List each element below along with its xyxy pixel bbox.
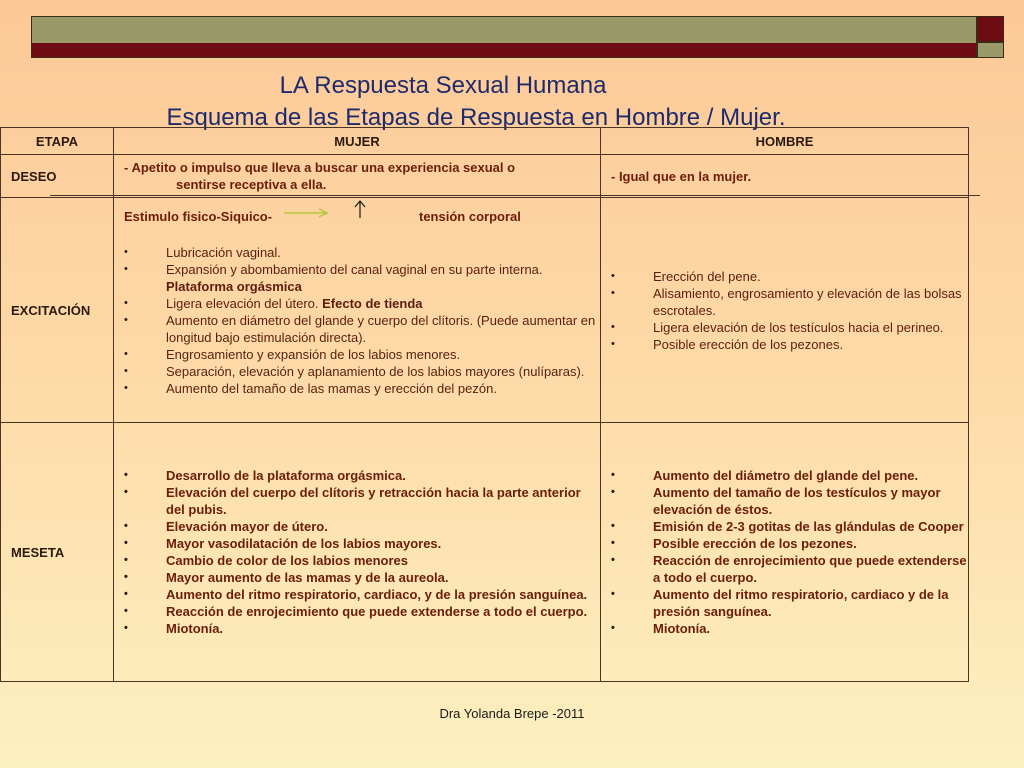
list-item: • Desarrollo de la plataforma orgásmica. (114, 467, 600, 484)
list-item: • Aumento del tamaño de los testículos y mayor elevación de éstos. (601, 484, 968, 518)
horizontal-rule (50, 195, 980, 196)
list-item-text: Aumento en diámetro del glande y cuerpo del clítoris. (Puede aumentar en longitud bajo estimulación directa). (166, 313, 596, 345)
list-item: • Aumento del ritmo respiratorio, cardiaco y de la presión sanguínea. (601, 586, 968, 620)
excitacion-mujer (114, 198, 601, 423)
meseta-mujer-list (114, 467, 600, 637)
list-item: • Emisión de 2-3 gotitas de las glándulas de Cooper (601, 518, 968, 535)
etapa-meseta: MESETA (1, 423, 114, 682)
list-item: • Posible erección de los pezones. (601, 336, 968, 353)
list-item-text: Separación, elevación y aplanamiento de los labios mayores (nulíparas). (166, 364, 585, 379)
stimulus-tension: tensión corporal (419, 209, 521, 224)
row-meseta (1, 423, 969, 682)
list-item (114, 312, 600, 346)
excitacion-mujer-list (114, 244, 600, 397)
list-item-text: Expansión y abombamiento del canal vaginal en su parte interna. (166, 262, 543, 277)
header-corner-maroon (977, 16, 1004, 42)
header-hombre: HOMBRE (601, 128, 969, 155)
list-item: • Reacción de enrojecimiento que puede extenderse a todo el cuerpo. (114, 603, 600, 620)
response-stages-table (0, 127, 969, 682)
list-item: • Aumento del diámetro del glande del pene. (601, 467, 968, 484)
header-maroon-stripe (32, 43, 976, 57)
list-item: • Ligera elevación de los testículos hacia el perineo. (601, 319, 968, 336)
list-item: • Alisamiento, engrosamiento y elevación de las bolsas escrotales. (601, 285, 968, 319)
deseo-mujer (114, 155, 601, 198)
list-item: • Elevación del cuerpo del clítoris y retracción hacia la parte anterior del pubis. (114, 484, 600, 518)
list-item (114, 363, 600, 380)
list-item (114, 346, 600, 363)
list-item-text: Engrosamiento y expansión de los labios menores. (166, 347, 461, 362)
list-item: • Reacción de enrojecimiento que puede extenderse a todo el cuerpo. (601, 552, 968, 586)
meseta-mujer (114, 423, 601, 682)
excitacion-hombre (601, 198, 969, 423)
footer-credit (0, 706, 1024, 721)
excitacion-hombre-list (601, 268, 968, 353)
list-item: • Miotonía. (601, 620, 968, 637)
slide-subtitle: Esquema de las Etapas de Respuesta en Hombre / Mujer. (166, 104, 786, 131)
header-corner-olive (977, 42, 1004, 58)
table-header-row (1, 128, 969, 155)
etapa-deseo: DESEO (1, 155, 114, 198)
row-deseo (1, 155, 969, 198)
stimulus-arrows (114, 208, 594, 228)
meseta-hombre-list (601, 467, 968, 637)
list-item-bold-text: Efecto de tienda (322, 296, 423, 311)
list-item: • Mayor vasodilatación de los labios mayores. (114, 535, 600, 552)
deseo-mujer-line2: sentirse receptiva a ella. (176, 177, 327, 192)
list-item (114, 261, 600, 295)
meseta-hombre (601, 423, 969, 682)
list-item: • Elevación mayor de útero. (114, 518, 600, 535)
deseo-mujer-line1: - Apetito o impulso que lleva a buscar una experiencia sexual o (124, 160, 516, 175)
row-excitacion (1, 198, 969, 423)
list-item-text: Ligera elevación del útero. (166, 296, 323, 311)
etapa-excitacion: EXCITACIÓN (1, 198, 114, 423)
list-item: • Posible erección de los pezones. (601, 535, 968, 552)
header-mujer: MUJER (114, 128, 601, 155)
list-item (114, 244, 600, 261)
list-item-text: Lubricación vaginal. (166, 245, 281, 260)
list-item: • Miotonía. (114, 620, 600, 637)
stimulus-label: Estimulo fisico-Siquico- (124, 209, 273, 224)
deseo-hombre-text: - Igual que en la mujer. (611, 168, 752, 184)
deseo-hombre (601, 155, 969, 198)
header-etapa: ETAPA (1, 128, 114, 155)
stimulus-line (114, 208, 600, 228)
list-item-bold-text: Plataforma orgásmica (166, 279, 302, 294)
slide-title: LA Respuesta Sexual Humana (279, 72, 607, 99)
header-olive-stripe (32, 17, 976, 44)
footer-text: Dra Yolanda Brepe -2011 (439, 706, 585, 721)
list-item: • Mayor aumento de las mamas y de la aureola. (114, 569, 600, 586)
list-item: • Aumento del ritmo respiratorio, cardiaco, y de la presión sanguínea. (114, 586, 600, 603)
list-item (114, 295, 600, 312)
list-item: • Erección del pene. (601, 268, 968, 285)
header-decoration-bar (31, 16, 977, 58)
list-item-text: Aumento del tamaño de las mamas y erección del pezón. (166, 381, 497, 396)
list-item: • Cambio de color de los labios menores (114, 552, 600, 569)
list-item (114, 380, 600, 397)
